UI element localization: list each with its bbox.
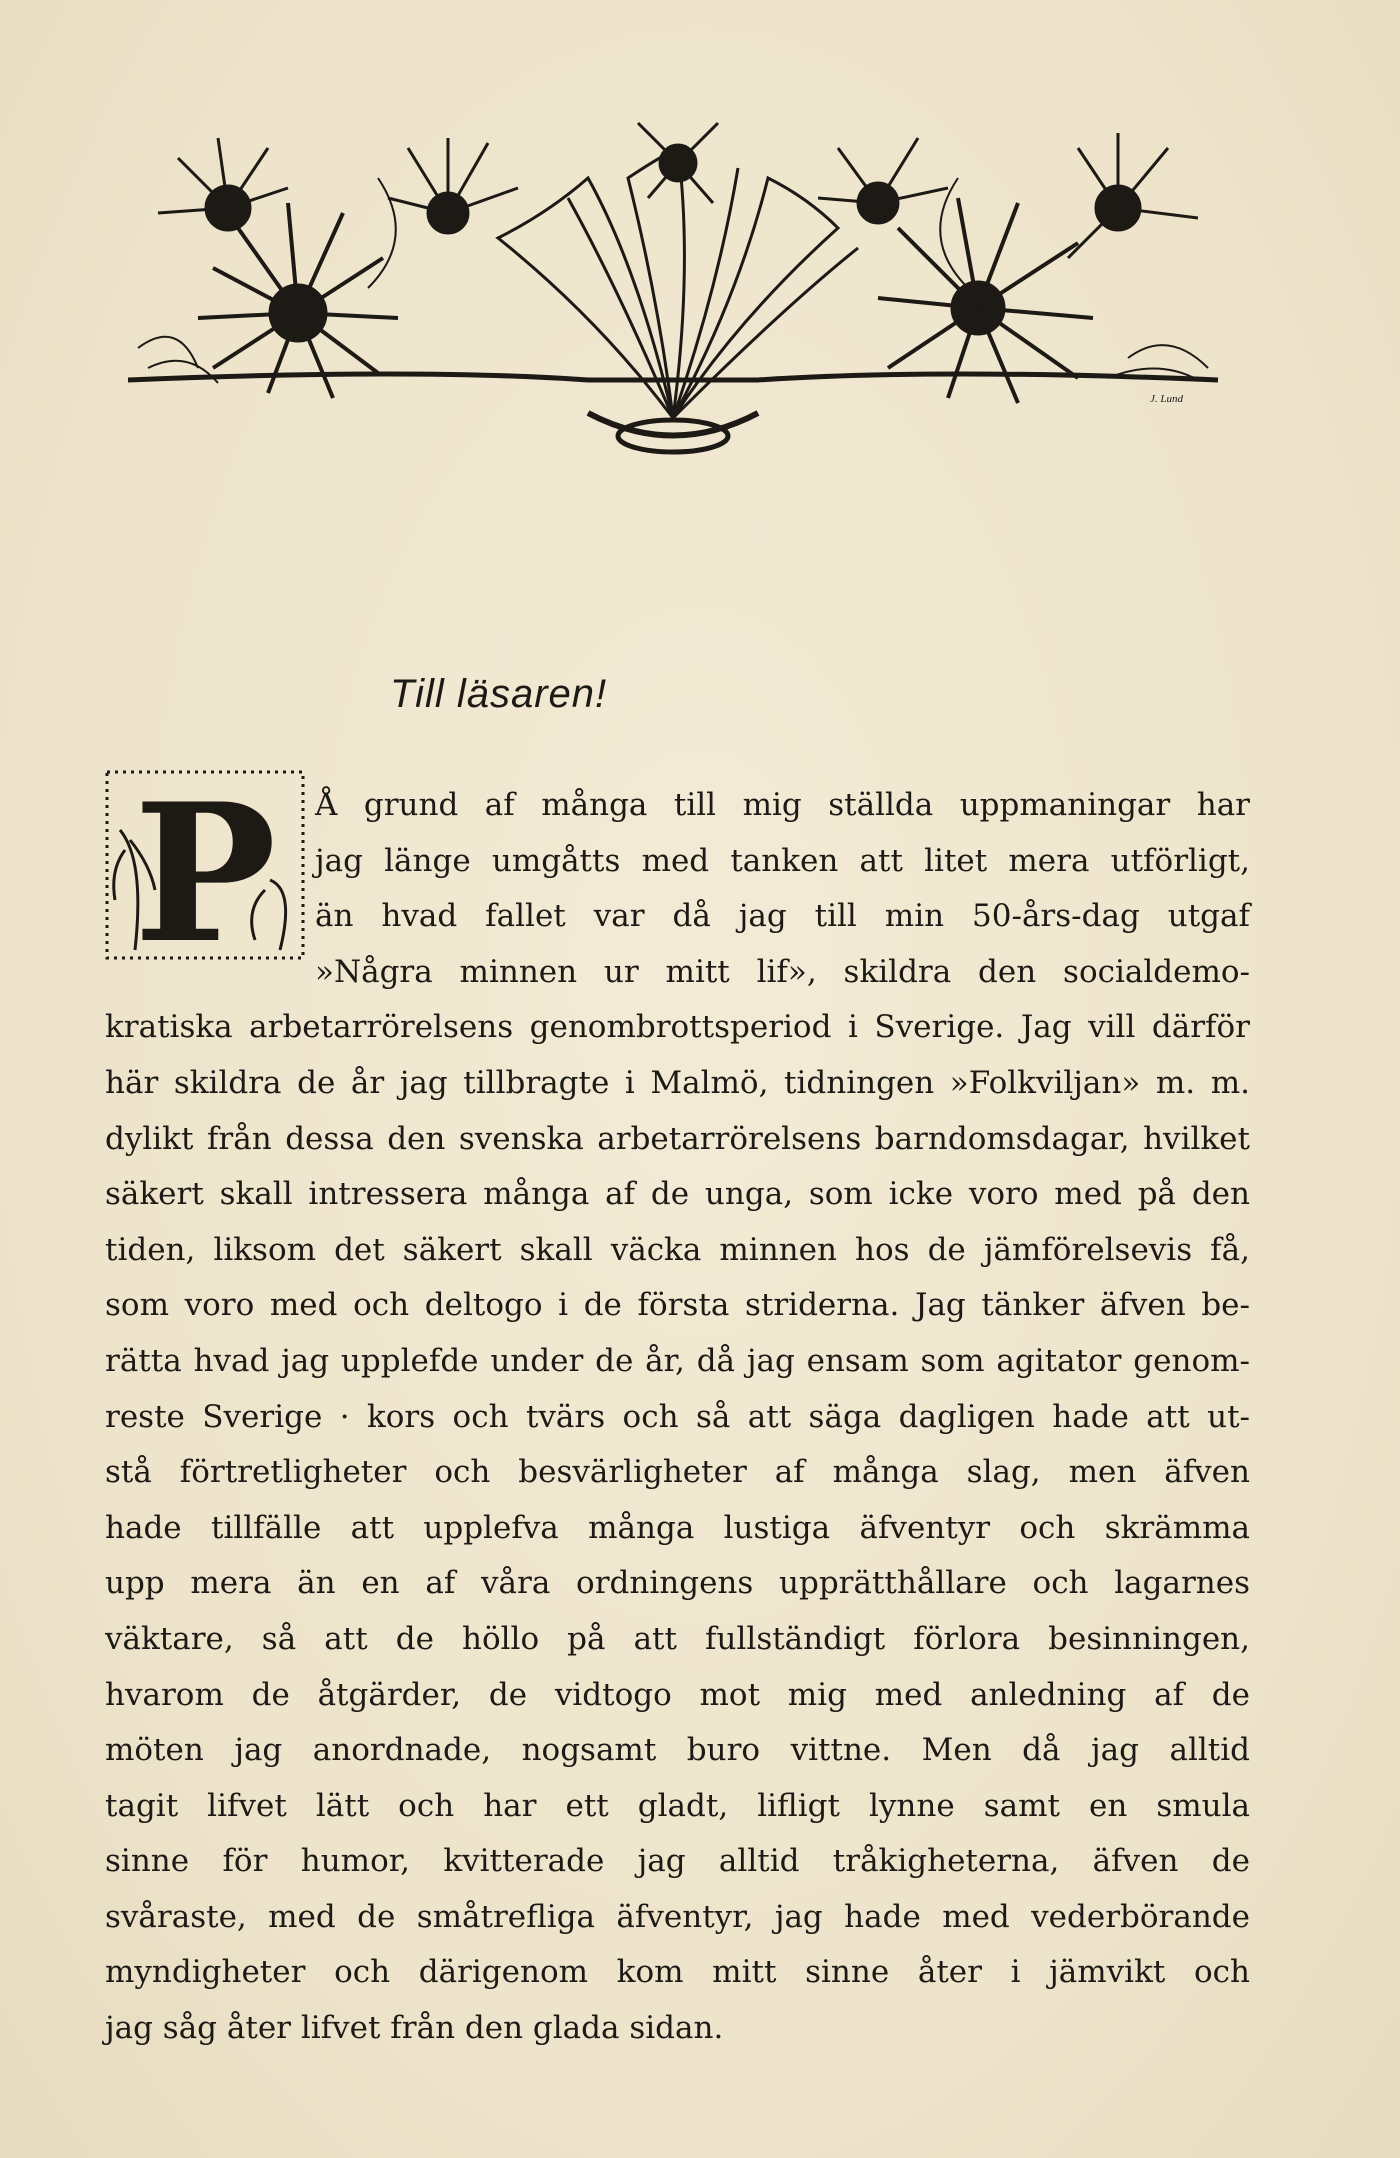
text-line: kratiska arbetarrörelsens genombrottsperiod i Sverige. Jag vill därför bbox=[105, 1009, 1250, 1046]
artist-signature: J. Lund bbox=[1150, 393, 1183, 405]
text-line: hvarom de åtgärder, de vidtogo mot mig med anledning af de bbox=[105, 1676, 1250, 1713]
open-book bbox=[498, 148, 858, 452]
flower-right-top bbox=[1068, 133, 1198, 258]
text-line: jag såg åter lifvet från den glada sidan. bbox=[105, 2010, 724, 2047]
floral-book-headpiece bbox=[118, 118, 1228, 458]
text-line: möten jag anordnade, nogsamt buro vittne. Men då jag alltid bbox=[105, 1732, 1250, 1769]
text-line: tagit lifvet lätt och har ett gladt, lifligt lynne samt en smula bbox=[105, 1787, 1250, 1824]
flower-left-large bbox=[198, 203, 398, 398]
text-line: väktare, så att de höllo på att fullständigt förlora besinningen, bbox=[105, 1620, 1250, 1657]
flower-left-middle bbox=[388, 138, 518, 233]
text-line: säkert skall intressera många af de unga, som icke voro med på den bbox=[105, 1176, 1250, 1213]
text-line: »Några minnen ur mitt lif», skildra den socialdemo- bbox=[315, 953, 1250, 990]
page-title: Till läsaren! bbox=[390, 672, 608, 716]
text-line: jag länge umgåtts med tanken att litet mera utförligt, bbox=[315, 842, 1250, 879]
text-line: hade tillfälle att upplefva många lustiga äfventyr och skrämma bbox=[105, 1509, 1250, 1546]
text-line: upp mera än en af våra ordningens upprätthållare och lagarnes bbox=[105, 1565, 1250, 1602]
text-line: reste Sverige · kors och tvärs och så att säga dagligen hade att ut- bbox=[105, 1398, 1250, 1435]
text-line: svåraste, med de småtrefliga äfventyr, jag hade med vederbörande bbox=[105, 1898, 1250, 1935]
text-line: här skildra de år jag tillbragte i Malmö, tidningen »Folkviljan» m. m. bbox=[105, 1064, 1250, 1101]
text-line: stå förtretligheter och besvärligheter af många slag, men äfven bbox=[105, 1454, 1250, 1491]
text-line: myndigheter och därigenom kom mitt sinne åter i jämvikt och bbox=[105, 1954, 1250, 1991]
text-line: som voro med och deltogo i de första striderna. Jag tänker äfven be- bbox=[105, 1287, 1250, 1324]
text-line: tiden, liksom det säkert skall väcka minnen hos de jämförelsevis få, bbox=[105, 1231, 1250, 1268]
drop-cap-letter: P bbox=[133, 770, 277, 985]
text-line: rätta hvad jag upplefde under de år, då jag ensam som agitator genom- bbox=[105, 1342, 1250, 1379]
text-line: Å grund af många till mig ställda uppmaningar har bbox=[315, 787, 1250, 823]
text-line: än hvad fallet var då jag till min 50-års-dag utgaf bbox=[315, 898, 1250, 935]
text-line: sinne för humor, kvitterade jag alltid tråkigheterna, äfven de bbox=[105, 1843, 1250, 1880]
flower-right-middle bbox=[818, 138, 948, 223]
text-line: dylikt från dessa den svenska arbetarrörelsens barndomsdagar, hvilket bbox=[105, 1120, 1250, 1157]
body-text bbox=[105, 778, 1250, 2057]
flower-left-top bbox=[158, 138, 288, 230]
